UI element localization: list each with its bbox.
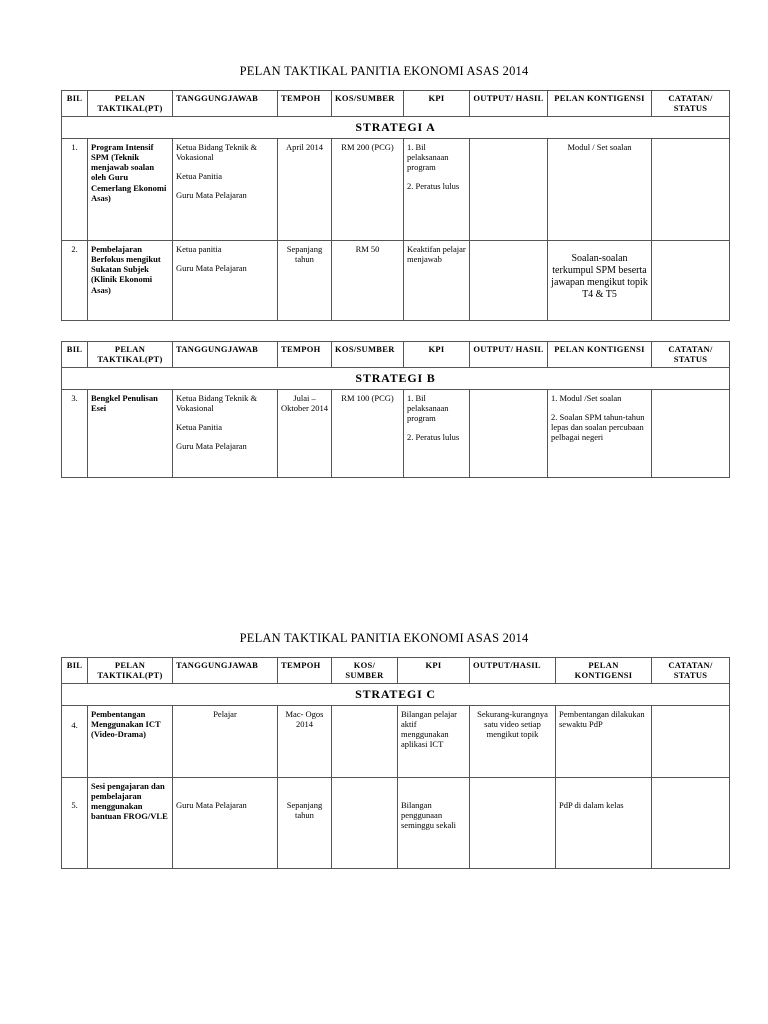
row-kontigensi: Modul / Set soalan xyxy=(548,138,652,240)
tj-line: Ketua panitia xyxy=(176,243,222,254)
col-header-output: OUTPUT/HASIL xyxy=(470,658,556,684)
row-kpi xyxy=(398,705,470,777)
kpi-line: 2. Peratus lulus xyxy=(407,181,460,192)
kontigensi-line: 2. Soalan SPM tahun-tahun lepas dan soalan percubaan pelbagai negeri xyxy=(551,411,645,443)
kontigensi-line: 1. Modul /Set soalan xyxy=(551,392,622,403)
header-row xyxy=(62,658,730,684)
strategy-row xyxy=(62,117,730,138)
row-pelan-taktikal: Sesi pengajaran dan pembelajaran menggunakan bantuan FROG/VLE xyxy=(88,777,173,868)
kpi-line: 2. Peratus lulus xyxy=(407,432,460,443)
table-row xyxy=(62,705,730,777)
row-output: Sekurang-kurangnya satu video setiap mengikut topik xyxy=(470,705,556,777)
row-kpi xyxy=(404,240,470,320)
strategy-row xyxy=(62,368,730,389)
col-header-kpi: KPI xyxy=(404,342,470,368)
col-header-bil: BIL xyxy=(62,342,88,368)
col-header-catatan: CATATAN/ STATUS xyxy=(652,342,730,368)
row-bil: 3. xyxy=(62,389,88,477)
row-tanggungjawab xyxy=(173,389,278,477)
col-header-tempoh: TEMPOH xyxy=(278,658,332,684)
row-bil: 5. xyxy=(62,777,88,868)
row-kpi xyxy=(398,777,470,868)
row-kontigensi: Soalan-soalan terkumpul SPM beserta jawapan mengikut topik T4 & T5 xyxy=(548,240,652,320)
kpi-line: 1. Bil pelaksanaan program xyxy=(407,392,449,424)
col-header-kpi: KPI xyxy=(404,91,470,117)
col-header-kontigensi: PELAN KONTIGENSI xyxy=(548,91,652,117)
row-kpi xyxy=(404,389,470,477)
row-catatan xyxy=(652,240,730,320)
tj-line: Guru Mata Pelajaran xyxy=(176,190,247,201)
row-tanggungjawab xyxy=(173,240,278,320)
col-header-kos: KOS/SUMBER xyxy=(332,342,404,368)
col-header-catatan: CATATAN/ STATUS xyxy=(652,91,730,117)
row-output xyxy=(470,240,548,320)
page-title-1: PELAN TAKTIKAL PANITIA EKONOMI ASAS 2014 xyxy=(239,64,529,78)
plan-table-strategy-c xyxy=(61,657,730,869)
row-kpi xyxy=(404,138,470,240)
plan-table-strategy-b xyxy=(61,341,730,478)
strategy-label: STRATEGI A xyxy=(62,117,730,138)
row-pelan-taktikal: Program Intensif SPM (Teknik menjawab soalan oleh Guru Cemerlang Ekonomi Asas) xyxy=(88,138,173,240)
col-header-tempoh: TEMPOH xyxy=(278,91,332,117)
tj-line: Guru Mata Pelajaran xyxy=(176,262,247,273)
col-header-pt: PELAN TAKTIKAL(PT) xyxy=(88,658,173,684)
plan-table-strategy-a xyxy=(61,90,730,321)
row-catatan xyxy=(652,138,730,240)
row-bil: 1. xyxy=(62,138,88,240)
row-catatan xyxy=(652,777,730,868)
row-output xyxy=(470,389,548,477)
page-title-2: PELAN TAKTIKAL PANITIA EKONOMI ASAS 2014 xyxy=(239,631,529,645)
col-header-kos: KOS/ SUMBER xyxy=(332,658,398,684)
kpi-line: Bilangan pelajar aktif menggunakan aplikasi ICT xyxy=(401,708,457,750)
header-row xyxy=(62,342,730,368)
col-header-tanggungjawab: TANGGUNGJAWAB xyxy=(173,658,278,684)
col-header-kpi: KPI xyxy=(398,658,470,684)
row-tempoh: Julai – Oktober 2014 xyxy=(278,389,332,477)
row-catatan xyxy=(652,705,730,777)
col-header-catatan: CATATAN/ STATUS xyxy=(652,658,730,684)
strategy-label: STRATEGI B xyxy=(62,368,730,389)
tj-line: Ketua Bidang Teknik & Vokasional xyxy=(176,392,258,413)
row-tempoh: April 2014 xyxy=(278,138,332,240)
col-header-tanggungjawab: TANGGUNGJAWAB xyxy=(173,342,278,368)
row-tanggungjawab xyxy=(173,138,278,240)
col-header-tanggungjawab: TANGGUNGJAWAB xyxy=(173,91,278,117)
kpi-line: Keaktifan pelajar menjawab xyxy=(407,243,466,264)
row-tempoh: Mac- Ogos 2014 xyxy=(278,705,332,777)
tj-line: Ketua Panitia xyxy=(176,422,223,433)
row-bil: 4. xyxy=(62,705,88,777)
col-header-pt: PELAN TAKTIKAL(PT) xyxy=(88,342,173,368)
tj-line: Ketua Panitia xyxy=(176,171,223,182)
row-kos: RM 100 (PCG) xyxy=(332,389,404,477)
table-row xyxy=(62,777,730,868)
col-header-kontigensi: PELAN KONTIGENSI xyxy=(556,658,652,684)
col-header-output: OUTPUT/ HASIL xyxy=(470,91,548,117)
header-row xyxy=(62,91,730,117)
row-kos xyxy=(332,777,398,868)
row-tempoh: Sepanjang tahun xyxy=(278,240,332,320)
row-pelan-taktikal: Pembentangan Menggunakan ICT (Video-Drama) xyxy=(88,705,173,777)
table-row xyxy=(62,389,730,477)
strategy-row xyxy=(62,684,730,705)
table-row xyxy=(62,138,730,240)
kpi-line: 1. Bil pelaksanaan program xyxy=(407,141,449,173)
col-header-kos: KOS/SUMBER xyxy=(332,91,404,117)
row-kos: RM 50 xyxy=(332,240,404,320)
tj-line: Pelajar xyxy=(213,708,237,719)
col-header-tempoh: TEMPOH xyxy=(278,342,332,368)
row-kontigensi xyxy=(548,389,652,477)
row-bil: 2. xyxy=(62,240,88,320)
row-output xyxy=(470,138,548,240)
row-tanggungjawab xyxy=(173,705,278,777)
tj-line: Guru Mata Pelajaran xyxy=(176,799,247,810)
strategy-label: STRATEGI C xyxy=(62,684,730,705)
col-header-output: OUTPUT/ HASIL xyxy=(470,342,548,368)
col-header-bil: BIL xyxy=(62,658,88,684)
row-tempoh: Sepanjang tahun xyxy=(278,777,332,868)
kpi-line: Bilangan penggunaan seminggu sekali xyxy=(401,799,457,831)
table-row xyxy=(62,240,730,320)
row-kontigensi: Pembentangan dilakukan sewaktu PdP xyxy=(556,705,652,777)
col-header-pt: PELAN TAKTIKAL(PT) xyxy=(88,91,173,117)
row-catatan xyxy=(652,389,730,477)
tj-line: Ketua Bidang Teknik & Vokasional xyxy=(176,141,258,162)
row-output xyxy=(470,777,556,868)
col-header-bil: BIL xyxy=(62,91,88,117)
tj-line: Guru Mata Pelajaran xyxy=(176,441,247,452)
row-pelan-taktikal: Pembelajaran Berfokus mengikut Sukatan Subjek (Klinik Ekonomi Asas) xyxy=(88,240,173,320)
row-pelan-taktikal: Bengkel Penulisan Esei xyxy=(88,389,173,477)
row-kos xyxy=(332,705,398,777)
row-tanggungjawab xyxy=(173,777,278,868)
row-kontigensi: PdP di dalam kelas xyxy=(556,777,652,868)
col-header-kontigensi: PELAN KONTIGENSI xyxy=(548,342,652,368)
row-kos: RM 200 (PCG) xyxy=(332,138,404,240)
